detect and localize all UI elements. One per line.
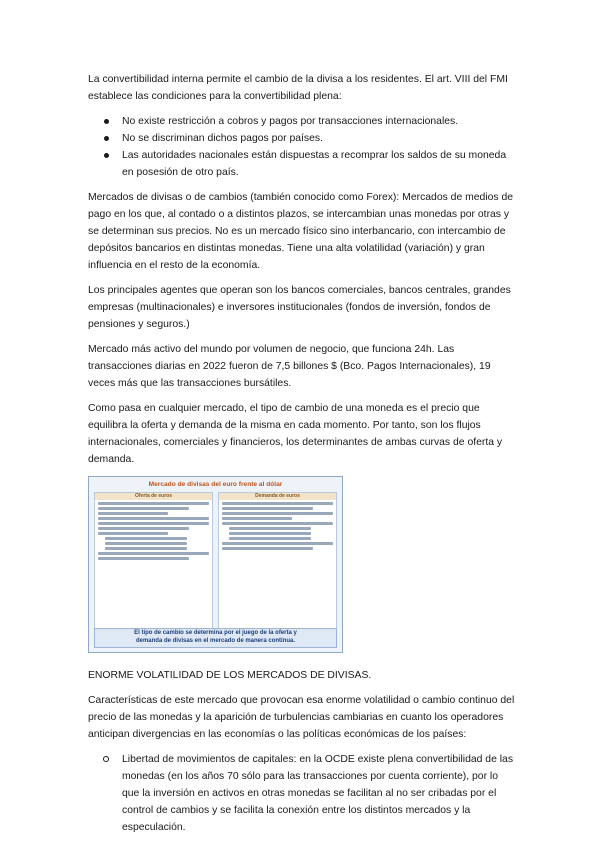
list-item-text: No existe restricción a cobros y pagos por transacciones internacionales. <box>122 116 459 127</box>
figure-text-line <box>98 557 189 560</box>
document-page <box>88 71 516 836</box>
list-item-text: Las autoridades nacionales están dispuestas a recomprar los saldos de su moneda en posesión de otro país. <box>122 150 507 178</box>
figure-text-line <box>105 542 187 545</box>
list-item <box>88 113 516 130</box>
demand-column <box>218 492 337 631</box>
figure-text-line <box>105 547 187 550</box>
figure-text-line <box>105 537 187 540</box>
figure-text-line <box>222 542 333 545</box>
supply-heading: Oferta de euros <box>95 493 212 500</box>
exchange-rate-paragraph: Como pasa en cualquier mercado, el tipo de cambio de una moneda es el precio que equilibra la oferta y demanda de la misma en cada momento. Por tanto, son los flujos internacionales, comerciales y financieros, los determinantes de ambas curvas de oferta y demanda. <box>88 403 503 465</box>
figure-text-line <box>229 527 311 530</box>
demand-heading: Demanda de euros <box>219 493 336 500</box>
volume-paragraph: Mercado más activo del mundo por volumen de negocio, que funciona 24h. Las transacciones diarias en 2022 fueron de 7,5 billones $ (Bco. Pagos Internacionales), 19 veces más que las transacciones bursátiles. <box>88 344 491 389</box>
circle-bullet-icon <box>103 756 109 762</box>
figure-text-line <box>98 507 189 510</box>
figure-text-line <box>98 502 209 505</box>
figure-text-line <box>229 532 311 535</box>
intro-paragraph: La convertibilidad interna permite el cambio de la divisa a los residentes. El art. VIII del FMI establece las condiciones para la convertibilidad plena: <box>88 74 508 102</box>
figure-text-line <box>98 517 209 520</box>
figure-text-line <box>98 522 209 525</box>
bullet-icon <box>104 136 109 141</box>
bullet-icon <box>104 153 109 158</box>
forex-definition-paragraph: Mercados de divisas o de cambios (también conocido como Forex): Mercados de medios de pago en los que, al contado o a distintos plazos, se intercambian unas monedas por otras y se determinan sus precios. No es un mercado físico sino interbancario, con intercambio de depósitos bancarios en distintas monedas. Tiene una alta volatilidad (variación) y gran influencia en el resto de la economía. <box>88 192 514 271</box>
figure-text-line <box>98 552 209 555</box>
figure-text-line <box>222 547 313 550</box>
list-item <box>88 130 516 147</box>
section-heading: ENORME VOLATILIDAD DE LOS MERCADOS DE DIVISAS. <box>88 670 372 681</box>
figure-footer-line: El tipo de cambio se determina por el juego de la oferta y <box>134 630 297 636</box>
list-item <box>88 751 516 836</box>
figure-text-line <box>222 517 292 520</box>
list-item-text: Libertad de movimientos de capitales: en la OCDE existe plena convertibilidad de las monedas (en los años 70 sólo para las transacciones por cuenta corriente), por lo que la inversión en activos en otras monedas se facilitan al no ser cribadas por el control de cambios y se facilita la conexión entre los distintos mercados y la especulación. <box>122 754 514 833</box>
convertibility-conditions-list <box>88 113 516 181</box>
bullet-icon <box>104 119 109 124</box>
forex-market-figure <box>88 476 343 653</box>
list-item-text: No se discriminan dichos pagos por países. <box>122 133 323 144</box>
figure-text-line <box>222 507 313 510</box>
supply-column <box>94 492 213 631</box>
figure-text-line <box>222 522 333 525</box>
figure-text-line <box>98 512 168 515</box>
figure-text-line <box>222 502 333 505</box>
figure-text-line <box>98 532 168 535</box>
figure-footer <box>94 628 337 648</box>
figure-text-line <box>98 527 189 530</box>
figure-text-line <box>222 512 333 515</box>
figure-footer-line: demanda de divisas en el mercado de manera continua. <box>135 638 296 644</box>
figure-title: Mercado de divisas del euro frente al dólar <box>148 481 283 488</box>
characteristics-list <box>88 751 516 836</box>
figure-text-line <box>229 537 311 540</box>
list-item <box>88 147 516 181</box>
section-intro-paragraph: Características de este mercado que provocan esa enorme volatilidad o cambio continuo del precio de las monedas y la aparición de turbulencias cambiarias en cuanto los operadores anticipan divergencias en las economías o las políticas económicas de los países: <box>88 695 515 740</box>
agents-paragraph: Los principales agentes que operan son los bancos comerciales, bancos centrales, grandes empresas (multinacionales) e inversores institucionales (fondos de inversión, fondos de pensiones y seguros.) <box>88 285 511 330</box>
